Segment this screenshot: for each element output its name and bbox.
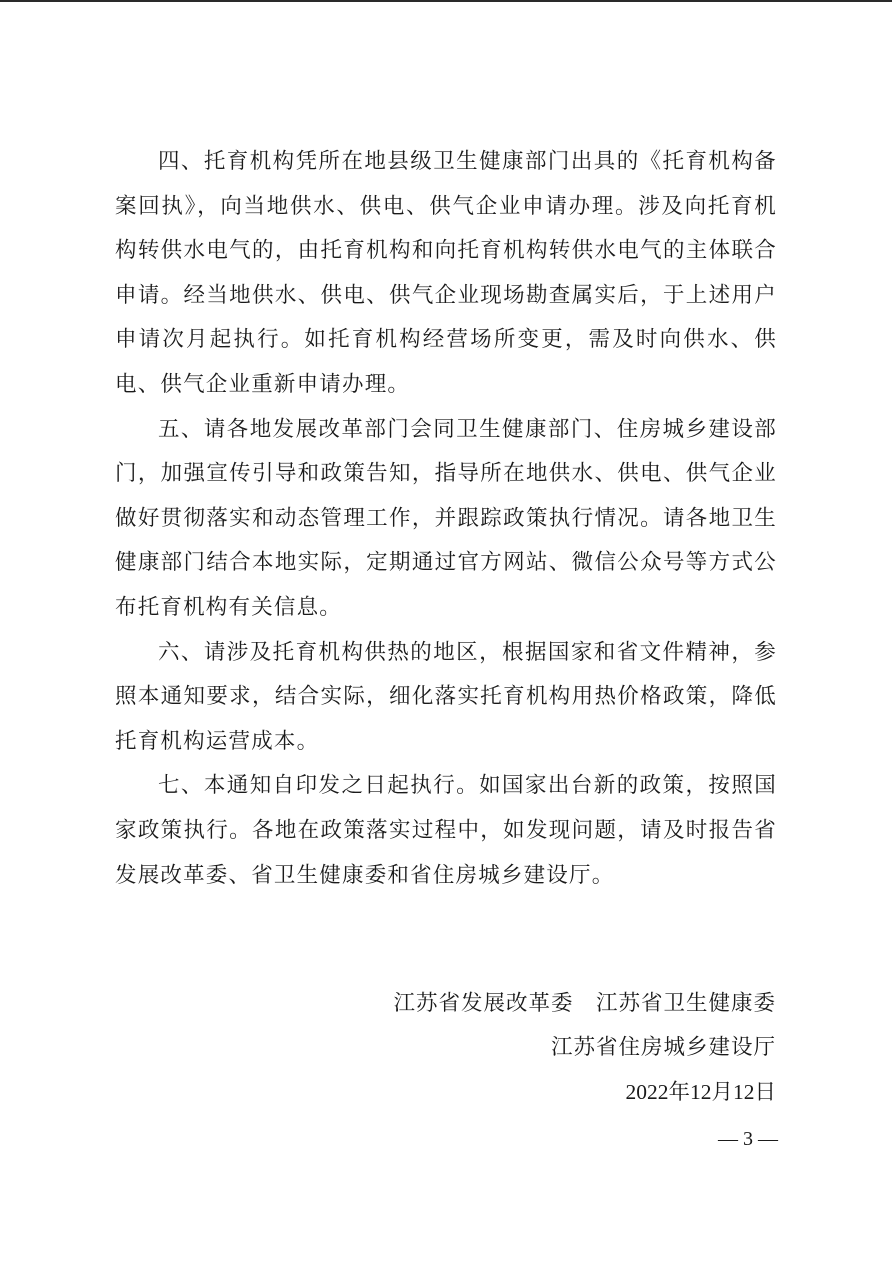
signature-block [393, 982, 776, 1114]
issue-date: 2022年12月12日 [625, 1080, 776, 1104]
paragraph-item-4: 四、托育机构凭所在地县级卫生健康部门出具的《托育机构备案回执》，向当地供水、供电、供气企业申请办理。涉及向托育机构转供水电气的，由托育机构和向托育机构转供水电气的主体联合申请。经当地供水、供电、供气企业现场勘查属实后，于上述用户申请次月起执行。如托育机构经营场所变更，需及时向供水、供电、供气企业重新申请办理。 [115, 149, 777, 397]
paragraph-item-6: 六、请涉及托育机构供热的地区，根据国家和省文件精神，参照本通知要求，结合实际，细化落实托育机构用热价格政策，降低托育机构运营成本。 [115, 639, 777, 754]
paragraph-item-7: 七、本通知自印发之日起执行。如国家出台新的政策，按照国家政策执行。各地在政策落实过程中，如发现问题，请及时报告省发展改革委、省卫生健康委和省住房城乡建设厅。 [115, 773, 777, 888]
top-border-line [0, 0, 892, 2]
document-body [115, 140, 777, 898]
paragraph-item-5: 五、请各地发展改革部门会同卫生健康部门、住房城乡建设部门，加强宣传引导和政策告知，指导所在地供水、供电、供气企业做好贯彻落实和动态管理工作，并跟踪政策执行情况。请各地卫生健康部门结合本地实际，定期通过官方网站、微信公众号等方式公布托育机构有关信息。 [115, 416, 777, 620]
issuing-agencies: 江苏省发展改革委 江苏省卫生健康委 [393, 991, 776, 1016]
issuing-agency-secondary: 江苏省住房城乡建设厅 [550, 1035, 776, 1060]
page-number: — 3 — [718, 1128, 778, 1150]
